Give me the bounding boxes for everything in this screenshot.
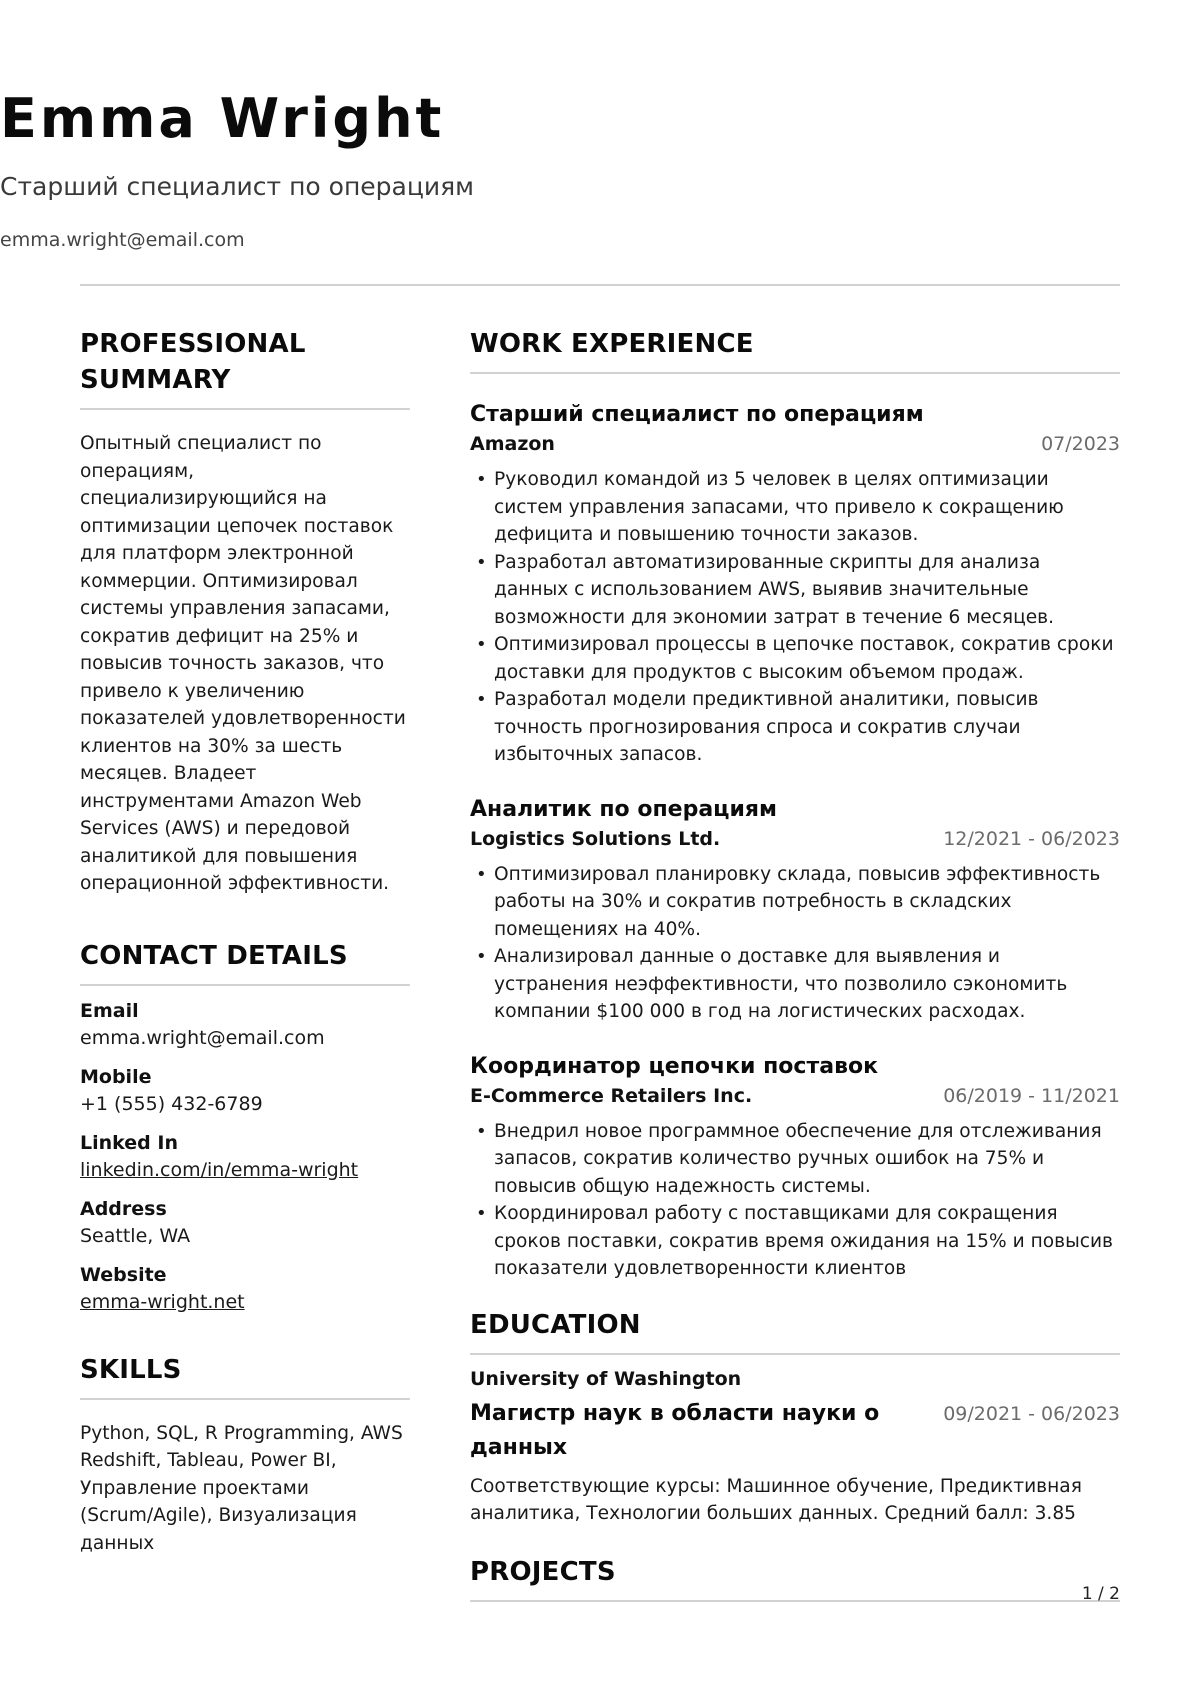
job-entry bbox=[470, 795, 1120, 1026]
candidate-name: Emma Wright bbox=[0, 87, 445, 150]
summary-section bbox=[80, 326, 410, 898]
job-title: Координатор цепочки поставок bbox=[470, 1053, 879, 1079]
right-column bbox=[470, 326, 1120, 1602]
job-bullets bbox=[470, 861, 1120, 1026]
skills-text: Python, SQL, R Programming, AWS Redshift, Tableau, Power BI, Управление проектами (Scrum/Agile), Визуализация данных bbox=[80, 1422, 403, 1554]
contact-address bbox=[80, 1196, 410, 1250]
section-divider bbox=[80, 408, 410, 410]
list-item: • Разработал автоматизированные скрипты для анализа данных с использованием AWS, выявив значительные возможности для экономии затрат в течение 6 месяцев. bbox=[470, 549, 1120, 632]
bullet-icon: • bbox=[476, 551, 487, 573]
candidate-title: Старший специалист по операциям bbox=[0, 172, 475, 201]
education-date: 09/2021 - 06/2023 bbox=[943, 1402, 1120, 1425]
job-entry bbox=[470, 400, 1120, 769]
contact-website bbox=[80, 1262, 410, 1316]
projects-section bbox=[470, 1554, 1120, 1602]
contact-email bbox=[80, 998, 410, 1052]
job-entry bbox=[470, 1052, 1120, 1283]
experience-heading: WORK EXPERIENCE bbox=[470, 329, 754, 359]
contact-label: Email bbox=[80, 999, 139, 1022]
job-title: Аналитик по операциям bbox=[470, 796, 777, 822]
education-section bbox=[470, 1307, 1120, 1528]
contact-linkedin bbox=[80, 1130, 410, 1184]
job-date: 06/2019 - 11/2021 bbox=[943, 1084, 1120, 1107]
job-date: 12/2021 - 06/2023 bbox=[943, 827, 1120, 850]
summary-text: Опытный специалист по операциям, специализирующийся на оптимизации цепочек поставок для платформ электронной коммерции. Оптимизировал системы управления запасами, сократив дефицит на 25% и повысив точность заказов, что привело к увеличению показателей удовлетворенности клиентов на 30% за шесть месяцев. Владеет инструментами Amazon Web Services (AWS) и передовой аналитикой для повышения операционной эффективности. bbox=[80, 433, 406, 894]
contact-label: Mobile bbox=[80, 1065, 152, 1088]
job-bullets bbox=[470, 1118, 1120, 1283]
contact-heading: CONTACT DETAILS bbox=[80, 940, 348, 971]
job-company: Logistics Solutions Ltd. bbox=[470, 827, 721, 850]
section-divider bbox=[80, 1398, 410, 1400]
job-date: 07/2023 bbox=[1041, 433, 1120, 455]
job-bullets bbox=[470, 466, 1120, 769]
summary-heading-line2: SUMMARY bbox=[80, 365, 231, 395]
experience-section bbox=[470, 326, 1120, 1283]
section-divider bbox=[470, 1600, 1120, 1602]
list-item: • Оптимизировал планировку склада, повысив эффективность работы на 30% и сократив потребность в складских помещениях на 40%. bbox=[470, 861, 1120, 944]
job-company: E-Commerce Retailers Inc. bbox=[470, 1084, 753, 1107]
section-divider bbox=[470, 372, 1120, 374]
bullet-icon: • bbox=[476, 689, 487, 710]
section-divider bbox=[80, 984, 410, 986]
page-indicator: 1 / 2 bbox=[1081, 1584, 1120, 1604]
contact-label: Website bbox=[80, 1263, 167, 1286]
bullet-icon: • bbox=[476, 634, 487, 655]
list-item: • Оптимизировал процессы в цепочке поставок, сократив сроки доставки для продуктов с высоким объемом продаж. bbox=[470, 631, 1120, 686]
section-divider bbox=[470, 1353, 1120, 1355]
list-item: • Координировал работу с поставщиками для сокращения сроков поставки, сократив время ожидания на 15% и повысив показатели удовлетворенности клиентов bbox=[470, 1200, 1120, 1283]
projects-heading: PROJECTS bbox=[470, 1556, 616, 1587]
bullet-icon: • bbox=[476, 1120, 487, 1142]
contact-label: Address bbox=[80, 1197, 167, 1220]
list-item: • Анализировал данные о доставке для выявления и устранения неэффективности, что позволило сэкономить компании $100 000 в год на логистических расходах. bbox=[470, 943, 1120, 1026]
linkedin-link[interactable]: linkedin.com/in/emma-wright bbox=[80, 1158, 359, 1181]
contact-section bbox=[80, 938, 410, 1316]
header-divider bbox=[80, 284, 1120, 286]
bullet-icon: • bbox=[476, 946, 487, 967]
bullet-icon: • bbox=[476, 1203, 487, 1224]
contact-mobile bbox=[80, 1064, 410, 1118]
school-name: University of Washington bbox=[470, 1367, 742, 1390]
contact-value: +1 (555) 432-6789 bbox=[80, 1092, 263, 1115]
contact-value: emma.wright@email.com bbox=[80, 1026, 325, 1049]
education-heading: EDUCATION bbox=[470, 1309, 641, 1340]
job-title: Старший специалист по операциям bbox=[470, 402, 924, 427]
list-item: • Руководил командой из 5 человек в целях оптимизации систем управления запасами, что привело к сокращению дефицита и повышению точности заказов. bbox=[470, 466, 1120, 549]
summary-heading-line1: PROFESSIONAL bbox=[80, 329, 306, 359]
summary-heading bbox=[80, 326, 410, 398]
list-item: • Разработал модели предиктивной аналитики, повысив точность прогнозирования спроса и сократив случаи избыточных запасов. bbox=[470, 686, 1120, 769]
website-link[interactable]: emma-wright.net bbox=[80, 1290, 245, 1313]
job-company: Amazon bbox=[470, 433, 555, 455]
contact-label: Linked In bbox=[80, 1131, 178, 1154]
contact-value: Seattle, WA bbox=[80, 1224, 191, 1247]
bullet-icon: • bbox=[476, 469, 487, 490]
bullet-icon: • bbox=[476, 863, 487, 885]
header-email: emma.wright@email.com bbox=[0, 229, 245, 251]
skills-section bbox=[80, 1352, 410, 1558]
skills-heading: SKILLS bbox=[80, 1354, 182, 1385]
left-column bbox=[80, 326, 410, 1557]
list-item: • Внедрил новое программное обеспечение для отслеживания запасов, сократив количество ручных ошибок на 75% и повысив общую надежность системы. bbox=[470, 1118, 1120, 1201]
degree-title: Магистр наук в области науки о данных bbox=[470, 1400, 880, 1460]
education-courses: Соответствующие курсы: Машинное обучение, Предиктивная аналитика, Технологии больших данных. Средний балл: 3.85 bbox=[470, 1475, 1082, 1524]
